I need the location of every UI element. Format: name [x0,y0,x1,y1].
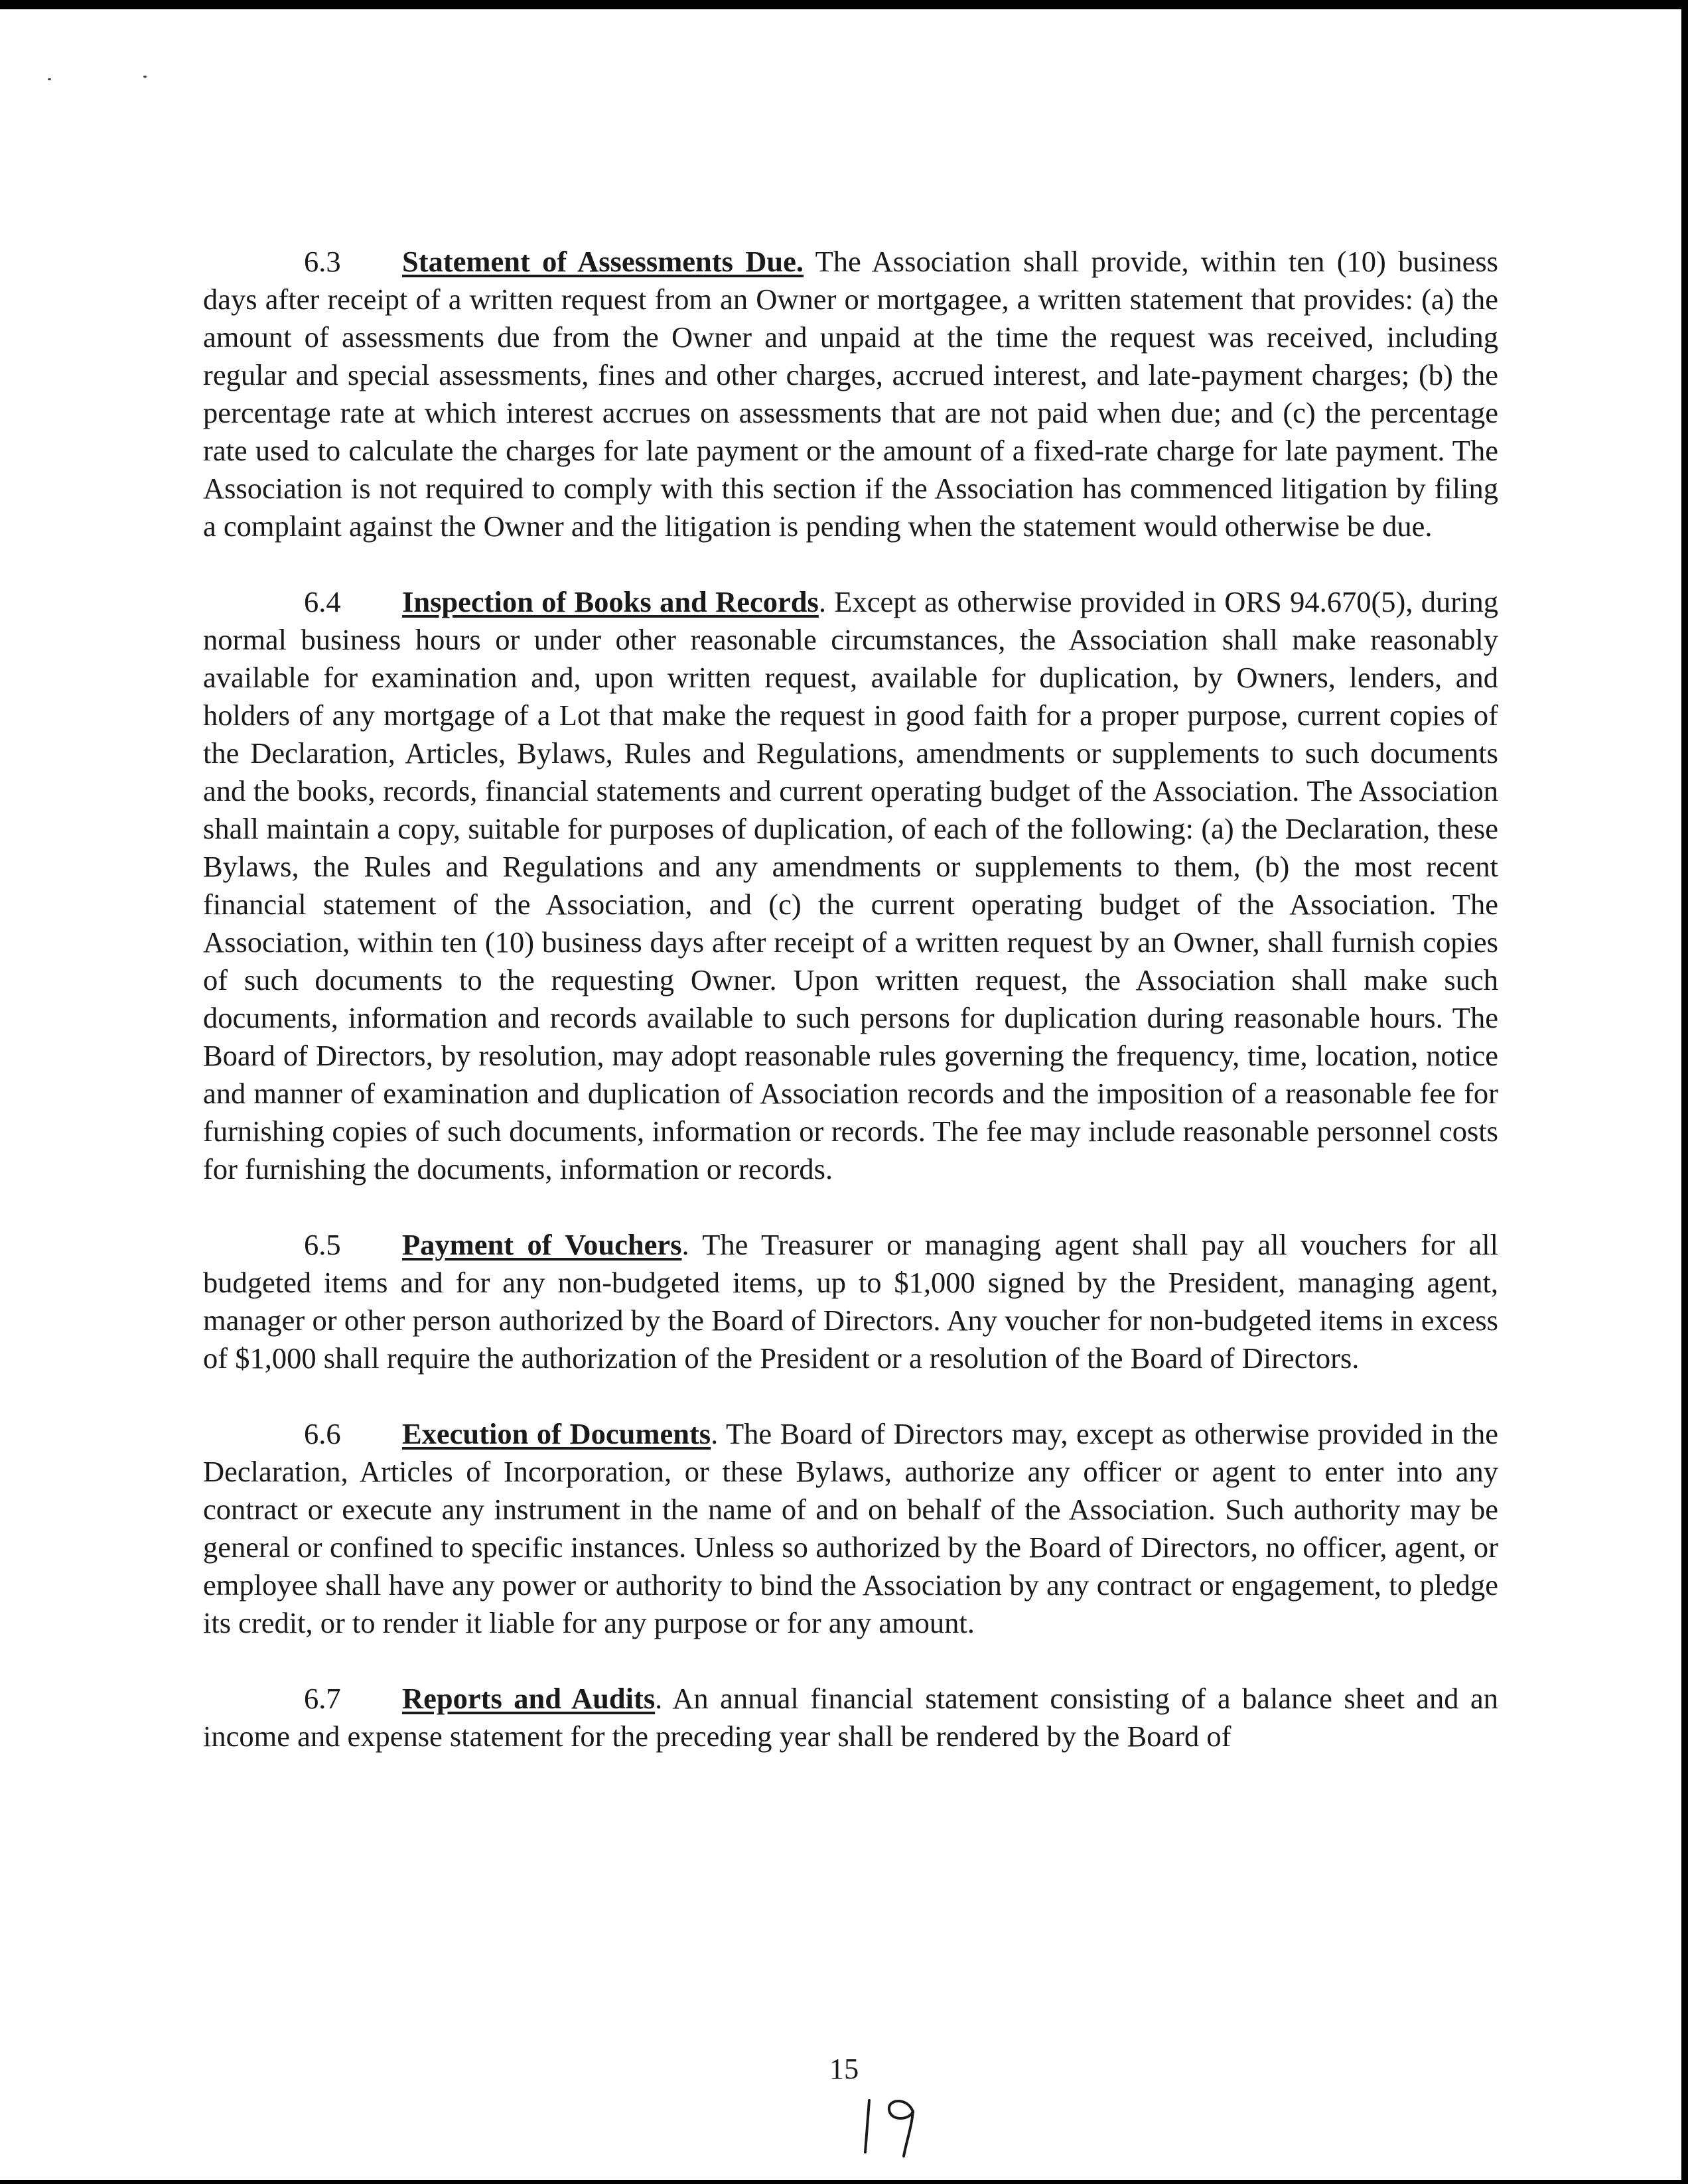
handwritten-page-number [856,2083,936,2163]
section-number: 6.4 [304,585,341,618]
section-6-5 [203,1226,1498,1377]
section-6-6 [203,1415,1498,1642]
section-text: The Association shall provide, within ten (10) business days after receipt of a written request from an Owner or mortgagee, a written statement that provides: (a) the amount of assessments due from the Owner and unpaid at the time the request was received, including regular and special assessments, fines and other charges, accrued interest, and late-payment charges; (b) the percentage rate at which interest accrues on assessments that are not paid when due; and (c) the percentage rate used to calculate the charges for late payment or the amount of a fixed-rate charge for late payment. The Association is not required to comply with this section if the Association has commenced litigation by filing a complaint against the Owner and the litigation is pending when the statement would otherwise be due. [203,245,1498,543]
page-number: 15 [829,2052,859,2085]
document-body [203,243,1498,1793]
section-text: . Except as otherwise provided in ORS 94.670(5), during normal business hours or under other reasonable circumstances, the Association shall make reasonably available for examination and, upon written request, available for duplication, by Owners, lenders, and holders of any mortgage of a Lot that make the request in good faith for a proper purpose, current copies of the Declaration, Articles, Bylaws, Rules and Regulations, amendments or supplements to such documents and the books, records, financial statements and current operating budget of the Association. The Association shall maintain a copy, suitable for purposes of duplication, of each of the following: (a) the Declaration, these Bylaws, the Rules and Regulations and any amendments or supplements to them, (b) the most recent financial statement of the Association, and (c) the current operating budget of the Association. The Association, within ten (10) business days after receipt of a written request by an Owner, shall furnish copies of such documents to the requesting Owner. Upon written request, the Association shall make such documents, information and records available to such persons for duplication during reasonable hours. The Board of Directors, by resolution, may adopt reasonable rules governing the frequency, time, location, notice and manner of examination and duplication of Association records and the imposition of a reasonable fee for furnishing copies of such documents, information or records. The fee may include reasonable personnel costs for furnishing the documents, information or records. [203,585,1498,1186]
scan-speck [143,76,147,78]
section-heading: Statement of Assessments Due. [402,245,804,278]
section-number: 6.5 [304,1228,341,1261]
section-heading: Reports and Audits [402,1682,656,1715]
section-number: 6.3 [304,245,341,278]
scan-border-top [0,0,1688,9]
scan-border-bottom [0,2180,1688,2184]
section-text: . The Treasurer or managing agent shall pay all vouchers for all budgeted items and for any non-budgeted items, up to $1,000 signed by the President, managing agent, manager or other person authorized by the Board of Directors. Any voucher for non-budgeted items in excess of $1,000 shall require the authorization of the President or a resolution of the Board of Directors. [203,1228,1498,1375]
section-6-4 [203,583,1498,1188]
section-text: . The Board of Directors may, except as otherwise provided in the Declaration, Articles of Incorporation, or these Bylaws, authorize any officer or agent to enter into any contract or execute any instrument in the name of and on behalf of the Association. Such authority may be general or confined to specific instances. Unless so authorized by the Board of Directors, no officer, agent, or employee shall have any power or authority to bind the Association by any contract or engagement, to pledge its credit, or to render it liable for any purpose or for any amount. [203,1417,1498,1639]
scan-border-right [1681,0,1688,2184]
scan-speck [48,78,51,80]
section-text: . An annual financial statement consisting of a balance sheet and an income and expense statement for the preceding year shall be rendered by the Board of [203,1682,1498,1753]
section-number: 6.6 [304,1417,341,1450]
section-6-3 [203,243,1498,545]
section-heading: Inspection of Books and Records [402,585,819,618]
section-number: 6.7 [304,1682,341,1715]
handwritten-19-drawing [856,2083,936,2163]
section-heading: Payment of Vouchers [402,1228,682,1261]
section-6-7 [203,1680,1498,1755]
section-heading: Execution of Documents [402,1417,711,1450]
